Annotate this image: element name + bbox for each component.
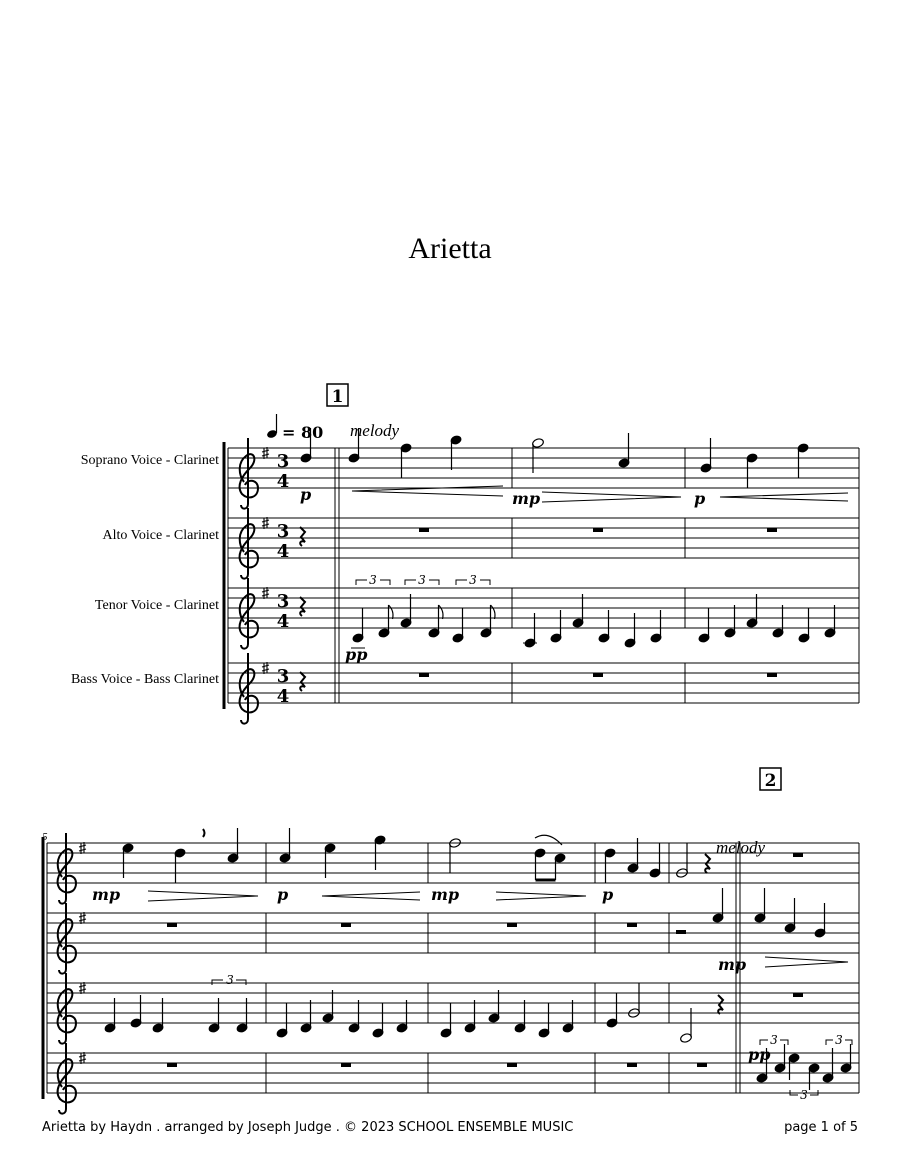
dynamic-mp: mp [718, 955, 747, 974]
page-title: Arietta [408, 232, 492, 265]
page-number: page 1 of 5 [784, 1120, 858, 1135]
dynamic-mp: mp [92, 885, 121, 904]
tempo-value: = 80 [282, 423, 324, 442]
rehearsal-mark-2: 2 [764, 771, 777, 791]
expression-melody: melody [716, 838, 766, 857]
tuplet-3: 3 [369, 573, 377, 587]
rehearsal-mark-1: 1 [331, 387, 344, 407]
footer-credits: Arietta by Haydn . arranged by Joseph Judge . © 2023 SCHOOL ENSEMBLE MUSIC [42, 1120, 574, 1135]
dynamic-mp: mp [431, 885, 460, 904]
instrument-label-tenor: Tenor Voice - Clarinet [94, 598, 219, 613]
tuplet-3: 3 [770, 1033, 778, 1047]
instrument-label-alto: Alto Voice - Clarinet [102, 528, 219, 543]
time-sig-top: 3 [276, 666, 290, 687]
clef-group [240, 438, 269, 724]
tenor-notes-s1 [351, 594, 836, 648]
tuplet-3: 3 [226, 973, 234, 987]
dynamic-mp: mp [512, 489, 541, 508]
time-sig-bottom: 4 [276, 541, 290, 562]
dynamic-pp: pp [345, 645, 368, 664]
dynamic-p: p [694, 489, 706, 508]
dynamic-p: p [277, 885, 289, 904]
time-sig-top: 3 [276, 451, 290, 472]
expression-melody: melody [350, 421, 400, 440]
system-1 [224, 384, 859, 724]
dynamic-pp: pp [748, 1045, 771, 1064]
tempo-marking [266, 414, 323, 442]
tuplet-3: 3 [469, 573, 477, 587]
time-sig-bottom: 4 [276, 611, 290, 632]
time-sig-bottom: 4 [276, 686, 290, 707]
system-2 [42, 768, 859, 1114]
dynamic-p: p [300, 485, 312, 504]
measure-number: 5 [42, 831, 48, 843]
tuplet-3: 3 [800, 1088, 808, 1102]
time-sig-bottom: 4 [276, 471, 290, 492]
tuplet-3: 3 [418, 573, 426, 587]
instrument-label-bass: Bass Voice - Bass Clarinet [70, 672, 219, 687]
soprano-notes-s2 [122, 828, 688, 883]
time-sig-top: 3 [276, 521, 290, 542]
dynamic-p: p [602, 885, 614, 904]
tuplet-3: 3 [835, 1033, 843, 1047]
time-sig-top: 3 [276, 591, 290, 612]
instrument-label-soprano: Soprano Voice - Clarinet [80, 453, 219, 468]
